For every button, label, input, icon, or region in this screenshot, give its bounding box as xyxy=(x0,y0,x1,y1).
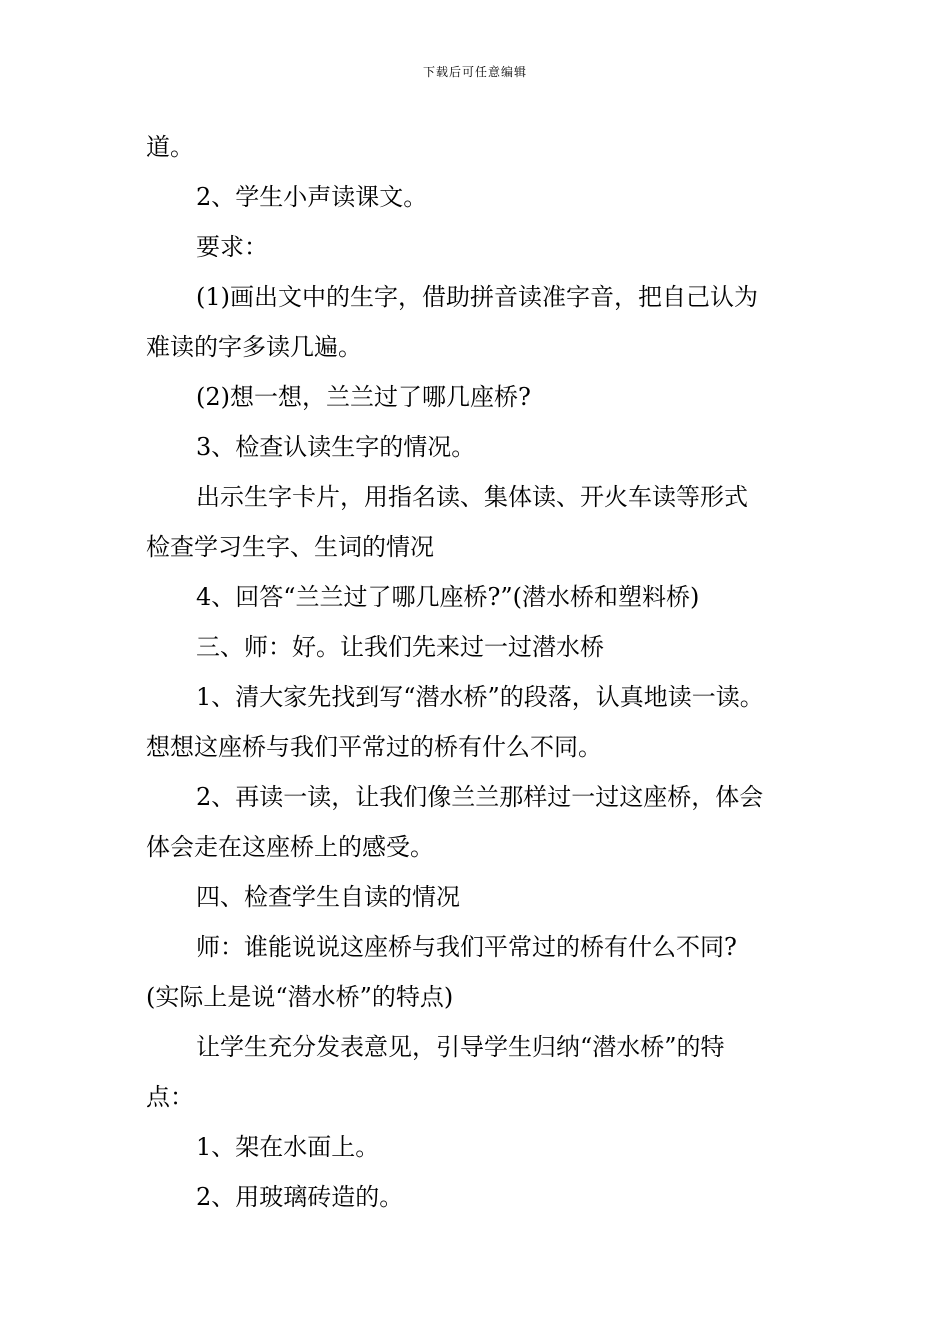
page-header: 下载后可任意编辑 xyxy=(422,65,527,79)
text-line: 3、检查认读生字的情况。 xyxy=(196,433,476,461)
text-line: 三、师：好。让我们先来过一过潜水桥 xyxy=(196,633,604,661)
text-line: 要求： xyxy=(196,233,268,261)
document-body xyxy=(146,122,826,1222)
text-line: 2、再读一读，让我们像兰兰那样过一过这座桥，体会 xyxy=(196,783,764,811)
text-line: 2、学生小声读课文。 xyxy=(196,183,428,211)
text-line: (1)画出文中的生字，借助拼音读准字音，把自己认为 xyxy=(196,283,758,311)
text-line: (实际上是说“潜水桥”的特点) xyxy=(146,983,454,1011)
text-line: 检查学习生字、生词的情况 xyxy=(146,533,434,561)
text-line: 想想这座桥与我们平常过的桥有什么不同。 xyxy=(146,733,602,761)
text-line: 四、检查学生自读的情况 xyxy=(196,883,460,911)
text-line: 1、架在水面上。 xyxy=(196,1133,380,1161)
text-line: 让学生充分发表意见，引导学生归纳“潜水桥”的特 xyxy=(196,1033,725,1061)
text-line: 2、用玻璃砖造的。 xyxy=(196,1183,404,1211)
text-line: 道。 xyxy=(146,133,194,161)
text-line: 1、清大家先找到写“潜水桥”的段落，认真地读一读。 xyxy=(196,683,764,711)
text-line: (2)想一想，兰兰过了哪几座桥? xyxy=(196,383,531,411)
text-line: 难读的字多读几遍。 xyxy=(146,333,362,361)
text-line: 体会走在这座桥上的感受。 xyxy=(146,833,434,861)
text-line: 点： xyxy=(146,1083,194,1111)
text-line: 4、回答“兰兰过了哪几座桥?”(潜水桥和塑料桥) xyxy=(196,583,700,611)
text-line: 出示生字卡片，用指名读、集体读、开火车读等形式 xyxy=(196,483,748,511)
text-line: 师：谁能说说这座桥与我们平常过的桥有什么不同? xyxy=(196,933,737,961)
